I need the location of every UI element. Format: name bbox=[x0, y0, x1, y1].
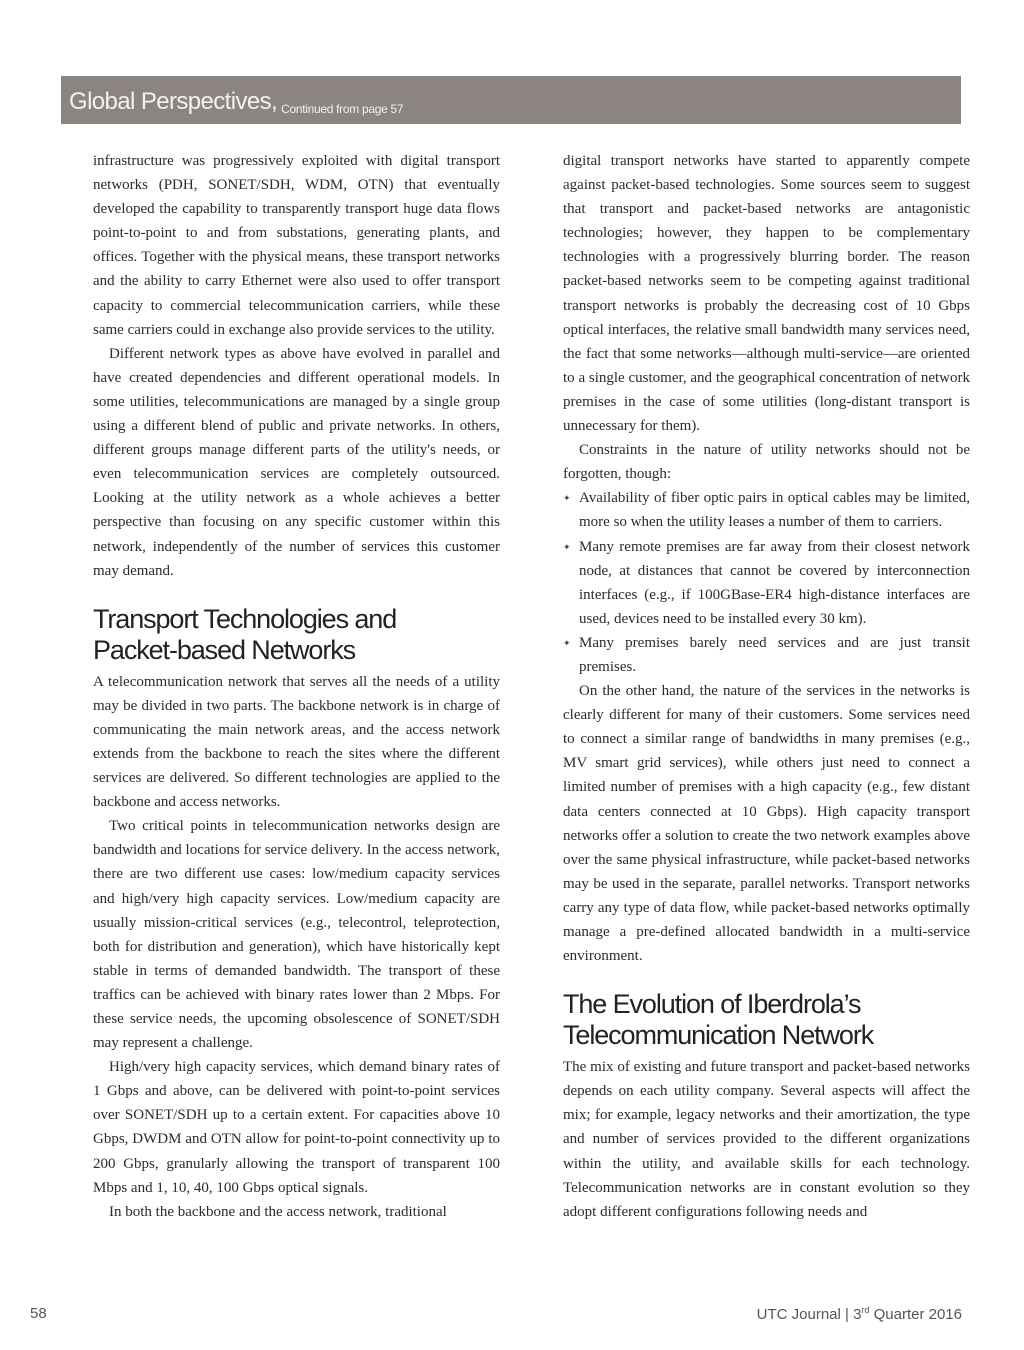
paragraph: digital transport networks have started to apparently compete against packet-based technologies. Some sources seem to suggest that transport and packet-based networks are antagonistic technologies; however, they happen to be complementary technologies with a progressively blurring border. The reason packet-based networks seem to be competing against traditional transport networks is probably the decreasing cost of 10 Gbps optical interfaces, the relative small bandwidth many services need, the fact that some networks—although multi-service—are oriented to a single customer, and the geographical concentration of network premises in the case of some utilities (long-distant transport is unnecessary for them). bbox=[563, 153, 970, 435]
list-item: ✦ Many remote premises are far away from their closest network node, at distances that cannot be covered by interconnection interfaces (e.g., if 100GBase-ER4 high-distance interfaces are used, devices need to be installed every 30 km). bbox=[563, 535, 970, 631]
heading-line: Packet-based Networks bbox=[93, 634, 356, 665]
journal-name: UTC Journal | 3 bbox=[756, 1306, 862, 1323]
paragraph: A telecommunication network that serves all the needs of a utility may be divided in two parts. The backbone network is in charge of communicating the main network areas, and the access network extends from the backbone to reach the sites where the different services are delivered. So different technologies are applied to the backbone and access networks. bbox=[93, 673, 500, 811]
heading-line: The Evolution of Iberdrola’s bbox=[563, 989, 861, 1020]
constraints-list bbox=[563, 486, 970, 679]
paragraph: Different network types as above have evolved in parallel and have created dependencies and different operational models. In some utilities, telecommunications are managed by a single group using a different blend of public and private networks. In others, different groups manage different parts of the utility's needs, or even telecommunication services are completely outsourced. Looking at the utility network as a whole achieves a better perspective than focusing on any specific customer within this network, independently of the number of services this customer may demand. bbox=[93, 345, 500, 579]
paragraph: Constraints in the nature of utility networks should not be forgotten, though: bbox=[563, 442, 970, 483]
paragraph: In both the backbone and the access network, traditional bbox=[109, 1203, 447, 1220]
section-banner bbox=[61, 76, 961, 124]
paragraph: infrastructure was progressively exploited with digital transport networks (PDH, SONET/SDH, WDM, OTN) that eventually developed the capability to transparently transport huge data flows point-to-point to and from substations, generating plants, and offices. Together with the physical means, these transport networks and the ability to carry Ethernet were also used to offer transport capacity to commercial telecommunication carriers, while these same carriers could in exchange also provide services to the utility. bbox=[93, 153, 500, 338]
paragraph: The mix of existing and future transport and packet-based networks depends on each utility company. Several aspects will affect the mix; for example, legacy networks and their amortization, the type and number of services provided to the different organizations within the utility, and available skills for each technology. Telecommunication networks are in constant evolution so they adopt different configurations following needs and bbox=[563, 1059, 970, 1220]
banner-continued-note: Continued from page 57 bbox=[281, 102, 404, 116]
ordinal-suffix: rd bbox=[861, 1305, 870, 1315]
paragraph: On the other hand, the nature of the services in the networks is clearly different for many of their customers. Some services need to connect a similar range of bandwidths in many premises (e.g., MV smart grid services), while others just need to connect a limited number of premises with a high capacity (e.g., few distant data centers connected at 10 Gbps). High capacity transport networks offer a solution to create the two network examples above over the same physical infrastructure, while packet-based networks may be used in the separate, parallel networks. Transport networks carry any type of data flow, while packet-based networks optimally manage a pre-defined allocated bandwidth in a multi-service environment. bbox=[563, 683, 970, 965]
section-heading-iberdrola bbox=[563, 989, 970, 1051]
page-number: 58 bbox=[30, 1305, 47, 1322]
heading-line: Telecommunication Network bbox=[563, 1020, 874, 1051]
paragraph: Two critical points in telecommunication networks design are bandwidth and locations for service delivery. In the access network, there are two different use cases: low/medium capacity services and high/very high capacity services. Low/medium capacity are usually mission-critical services (e.g., telecontrol, teleprotection, both for distribution and generation), which have historically kept stable in terms of demanded bandwidth. The transport of these traffics can be achieved with binary rates lower than 2 Mbps. For these service needs, the upcoming obsolescence of SONET/SDH may represent a challenge. bbox=[93, 818, 500, 1052]
list-item: ✦ Many premises barely need services and are just transit premises. bbox=[563, 631, 970, 679]
right-column bbox=[563, 149, 970, 1224]
list-item: ✦ Availability of fiber optic pairs in optical cables may be limited, more so when the utility leases a number of them to carriers. bbox=[563, 486, 970, 534]
journal-footer bbox=[757, 1305, 962, 1323]
journal-quarter: Quarter 2016 bbox=[869, 1306, 962, 1323]
left-column bbox=[93, 149, 500, 1224]
heading-line: Transport Technologies and bbox=[93, 603, 397, 634]
paragraph: High/very high capacity services, which demand binary rates of 1 Gbps and above, can be delivered with point-to-point services over SONET/SDH up to a certain extent. For capacities above 10 Gbps, DWDM and OTN allow for point-to-point connectivity up to 200 Gbps, granularly allowing the transport of transparent 100 Mbps and 1, 10, 40, 100 Gbps optical signals. bbox=[93, 1059, 500, 1196]
banner-title: Global Perspectives, bbox=[69, 88, 278, 115]
section-heading-transport bbox=[93, 604, 500, 666]
